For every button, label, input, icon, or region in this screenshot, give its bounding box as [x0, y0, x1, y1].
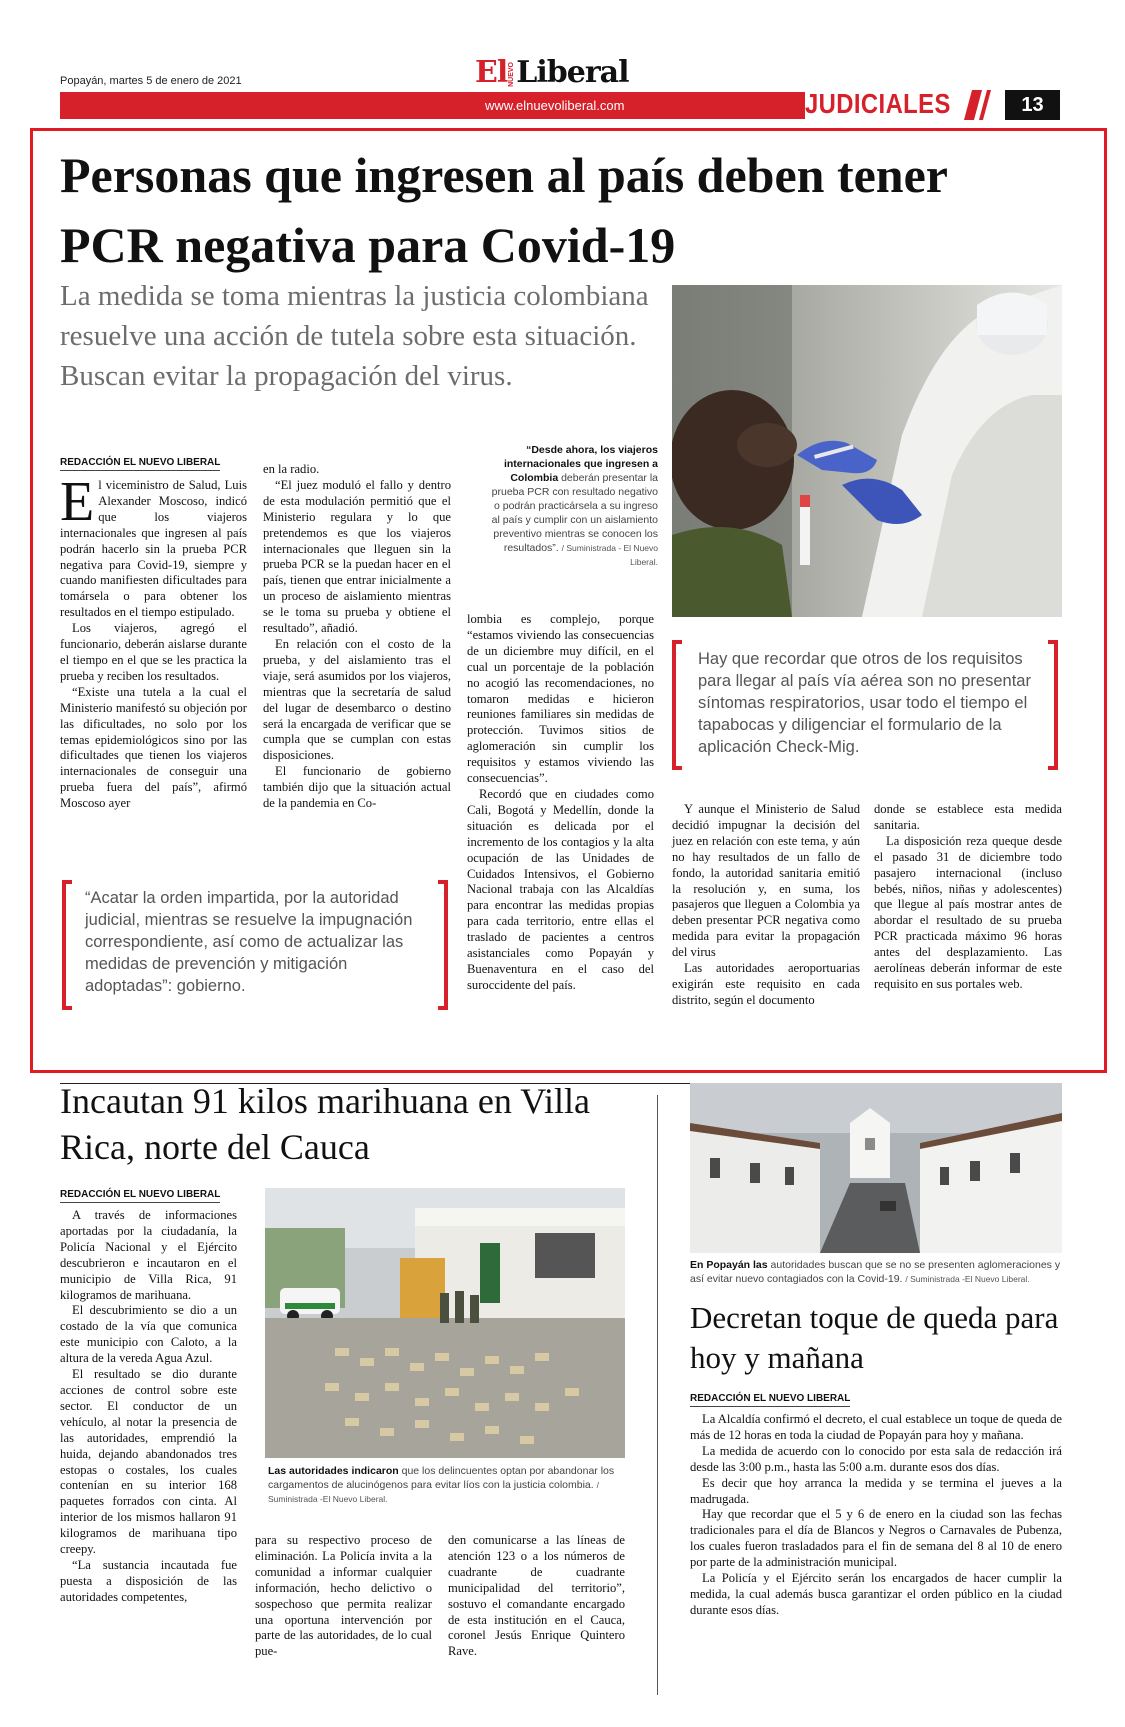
article3-body — [690, 1412, 1062, 1619]
newspaper-logo — [475, 55, 628, 90]
website-url: www.elnuevoliberal.com — [485, 98, 625, 113]
paragraph: La Policía y el Ejército serán los encargados de hacer cumplir la medida, la cual además busca garantizar el orden público en la ciudad durante esos días. — [690, 1571, 1062, 1617]
article2-byline-wrap — [60, 1184, 220, 1203]
popayan-street-photo — [690, 1083, 1062, 1253]
popayan-street-illustration — [690, 1083, 1062, 1253]
paragraph: Las autoridades aeroportuarias exigirán este requisito en cada distrito, según el documento — [672, 961, 860, 1007]
paragraph: Los viajeros, agregó el funcionario, deberán aislarse durante el tiempo en el que se les practica la prueba y reciben los resultados. — [60, 621, 247, 683]
paragraph: “Existe una tutela a la cual el Ministerio manifestó su objeción por las dificultades, no solo por los temas epidemiológicos sino por las dificultades que tienen los viajeros internacionales de conseguir una prueba fuera del país”, afirmó Moscoso ayer — [60, 684, 247, 811]
paragraph: lombia es complejo, porque “estamos viviendo las consecuencias de un diciembre muy difícil, en el cual un porcentaje de la población no acogió las recomendaciones, no tomaron medidas e hicieron reuniones familiares sin medidas de protección. Tuvimos sitios de aglomeración sin cumplir los requisitos y estamos viviendo las consecuencias”. — [467, 612, 654, 786]
paragraph: donde se establece esta medida sanitaria. — [874, 802, 1062, 832]
seizure-photo — [265, 1188, 625, 1458]
seizure-photo-caption — [268, 1464, 623, 1506]
caption-body: que los delincuentes optan por abandonar los cargamentos de alucinógenos para evitar líos con la justicia colombia. — [268, 1465, 615, 1491]
paragraph: “El juez moduló el fallo y dentro de esta modulación permitió que el Ministerio regulara y lo que pretendemos es que los viajeros internacionales que lleguen sin la prueba PCR se la puedan hacer en el país, tienen que entrar inicialmente a un proceso de aislamiento mientras se le toma su prueba y obtiene el resultado”, añadió. — [263, 477, 451, 636]
quote-bracket-left — [672, 640, 682, 770]
main-column-4 — [672, 802, 860, 1009]
paragraph: La medida de acuerdo con lo conocido por esta sala de redacción irá desde las 3:00 p.m., hasta las 5:00 a.m. durante esos dos días. — [690, 1443, 1062, 1474]
section-title: JUDICIALES — [805, 88, 951, 119]
photo-credit: / Suministrada -El Nuevo Liberal. — [268, 1480, 599, 1504]
caption-lead: En Popayán las — [690, 1259, 768, 1271]
main-subheadline: La medida se toma mientras la justicia colombiana resuelve una acción de tutela sobre esta situación. Buscan evitar la propagación del virus. — [60, 280, 649, 392]
main-byline-wrap — [60, 452, 220, 471]
column-divider — [657, 1095, 658, 1695]
header-red-bar — [60, 92, 805, 119]
paragraph: El funcionario de gobierno también dijo que la situación actual de la pandemia en Co- — [263, 764, 451, 811]
byline: REDACCIÓN EL NUEVO LIBERAL — [690, 1393, 850, 1407]
paragraph: A través de informaciones aportadas por la ciudadanía, la Policía Nacional y el Ejército descubrieron e incautaron en el municipio de Villa Rica, 91 kilogramos de marihuana. — [60, 1208, 237, 1302]
article2-column-1 — [60, 1208, 237, 1606]
caption-body: autoridades buscan que se no se presenten aglomeraciones y así evitar nuevo contagiados con la Covid-19. — [690, 1259, 1061, 1285]
logo-el: El — [475, 55, 508, 90]
paragraph: El resultado se dio durante acciones de control sobre este sector. El conductor de un vehículo, al notar la presencia de las autoridades, emprendió la huida, dejando abandonados tres estopas o costales, los cuales contenían en su interior 168 paquetes forrados con cinta. Al interior de los mismos hallaron 91 kilogramos de marihuana tipo creepy. — [60, 1367, 237, 1557]
paragraph: El descubrimiento se dio a un costado de la vía que comunica este municipio con Caloto, a la altura de la vereda Agua Azul. — [60, 1303, 237, 1366]
paragraph: para su respectivo proceso de eliminación. La Policía invita a la comunidad a informar cualquier información, hecho delictivo o sospechoso que permita realizar una oportuna intervención por parte de las autoridades, de lo cual pue- — [255, 1533, 432, 1659]
paragraph: l viceministro de Salud, Luis Alexander Moscoso, indicó que los viajeros internacionales que ingresen al país podrán hacerlo sin la prueba PCR negativa para Covid-19, siempre y cuando manifiesten dificultades para tomársela o para obtener los resultados en el tiempo estipulado. — [60, 478, 247, 620]
main-column-2 — [263, 462, 451, 812]
paragraph: en la radio. — [263, 462, 320, 476]
article2-headline: Incautan 91 kilos marihuana en Villa Rica, norte del Cauca — [60, 1081, 591, 1167]
caption-lead: “Desde ahora, los viajeros internacionales que ingresen a Colombia — [503, 444, 658, 484]
pull-quote-requirements: Hay que recordar que otros de los requisitos para llegar al país vía aérea son no presentar síntomas respiratorios, usar todo el tiempo el tapabocas y diligenciar el formulario de la aplicación Check-Mig. — [698, 650, 1031, 756]
main-column-1 — [60, 471, 247, 812]
article3-headline: Decretan toque de queda para hoy y mañana — [690, 1300, 1059, 1375]
article2-column-2 — [255, 1533, 432, 1660]
page-number: 13 — [1005, 90, 1060, 120]
paragraph: En relación con el costo de la prueba, y del aislamiento tras el viaje, será asumidos por los viajeros, mientras que la secretaría de salud del lugar de desembarco o destino será la encargada de verificar que se cumpla que se cumplan con estas disposiciones. — [263, 636, 451, 763]
logo-nuevo: NUEVO — [508, 61, 516, 87]
caption-lead: Las autoridades indicaron — [268, 1465, 399, 1477]
paragraph: Es decir que hoy arranca la medida y se termina el jueves a la madrugada. — [690, 1475, 1062, 1506]
paragraph: La disposición reza queque desde el pasado 31 de diciembre todo pasajero internacional (incluso bebés, niños, niñas y adolescentes) que llegue al país mostrar antes de abordar el resultado de su prueba PCR practicada máximo 96 horas antes del desplazamiento. Las aerolíneas deberán informar de este requisito en sus portales web. — [874, 833, 1062, 991]
quote-bracket-left — [62, 880, 72, 1010]
quote-bracket-right — [438, 880, 448, 1010]
byline: REDACCIÓN EL NUEVO LIBERAL — [60, 457, 220, 471]
pcr-test-illustration — [672, 285, 1062, 617]
photo-credit: / Suministrada - El Nuevo Liberal. — [561, 543, 658, 567]
seizure-illustration — [265, 1188, 625, 1458]
quote-bracket-right — [1048, 640, 1058, 770]
logo-liberal: Liberal — [516, 55, 629, 90]
article2-column-3 — [448, 1533, 625, 1660]
paragraph: Y aunque el Ministerio de Salud decidió impugnar la decisión del juez en relación con este tema, y aún no hay resultados de un fallo de fondo, la autoridad sanitaria emitió la resolución y, en suma, los pasajeros que lleguen a Colombia ya deben presentar PCR negativa como medida para evitar la propagación del virus — [672, 802, 860, 960]
pull-quote-government: “Acatar la orden impartida, por la autoridad judicial, mientras se resuelve la impugnación correspondiente, así como de actualizar las medidas de prevención y mitigación adoptadas”: gobierno. — [85, 889, 413, 995]
paragraph: La Alcaldía confirmó el decreto, el cual establece un toque de queda de más de 12 horas en toda la ciudad de Popayán para hoy y mañana. — [690, 1412, 1062, 1442]
main-column-3 — [467, 612, 654, 994]
pcr-test-photo — [672, 285, 1062, 617]
paragraph: Recordó que en ciudades como Cali, Bogotá y Medellín, donde la situación es delicada por el incremento de los contagios y la alta ocupación de las Unidades de Cuidados Intensivos, el Gobierno Nacional trabaja con las Alcaldías para encontrar las medidas propias para cada territorio, entre ellas el traslado de pacientes a centros asistanciales como Popayán y Buenaventura en el caso del suroccidente del país. — [467, 786, 654, 992]
popayan-photo-caption — [690, 1258, 1062, 1286]
paragraph: Hay que recordar que el 5 y 6 de enero en la ciudad son las fechas tradicionales para el día de Blancos y Negros o Carnavales de Pubenza, los cuales fueron trasladados para el fin de semana del 8 al 10 de enero por parte de la administración municipal. — [690, 1507, 1062, 1570]
main-column-5 — [874, 802, 1062, 993]
dropcap: E — [60, 471, 95, 533]
photo-credit: / Suministrada -El Nuevo Liberal. — [905, 1274, 1030, 1284]
paragraph: den comunicarse a las líneas de atención 123 o a los números de cuadrante de cuadrante municipalidad del territorio”, sostuvo el comandante encargado de esta institución en el Cauca, coronel Jesús Enrique Quintero Rave. — [448, 1533, 625, 1659]
byline: REDACCIÓN EL NUEVO LIBERAL — [60, 1189, 220, 1203]
article3-byline-wrap — [690, 1388, 850, 1407]
main-headline: Personas que ingresen al país deben tener PCR negativa para Covid-19 — [60, 147, 948, 273]
pcr-photo-caption — [490, 443, 658, 569]
edition-date: Popayán, martes 5 de enero de 2021 — [60, 75, 242, 87]
caption-body: deberán presentar la prueba PCR con resultado negativo o podrán practicársela a su ingreso al país y cumplir con un aislamiento preventivo mientras se conocen los resultados”. — [491, 472, 658, 554]
paragraph: “La sustancia incautada fue puesta a disposición de las autoridades competentes, — [60, 1557, 237, 1604]
